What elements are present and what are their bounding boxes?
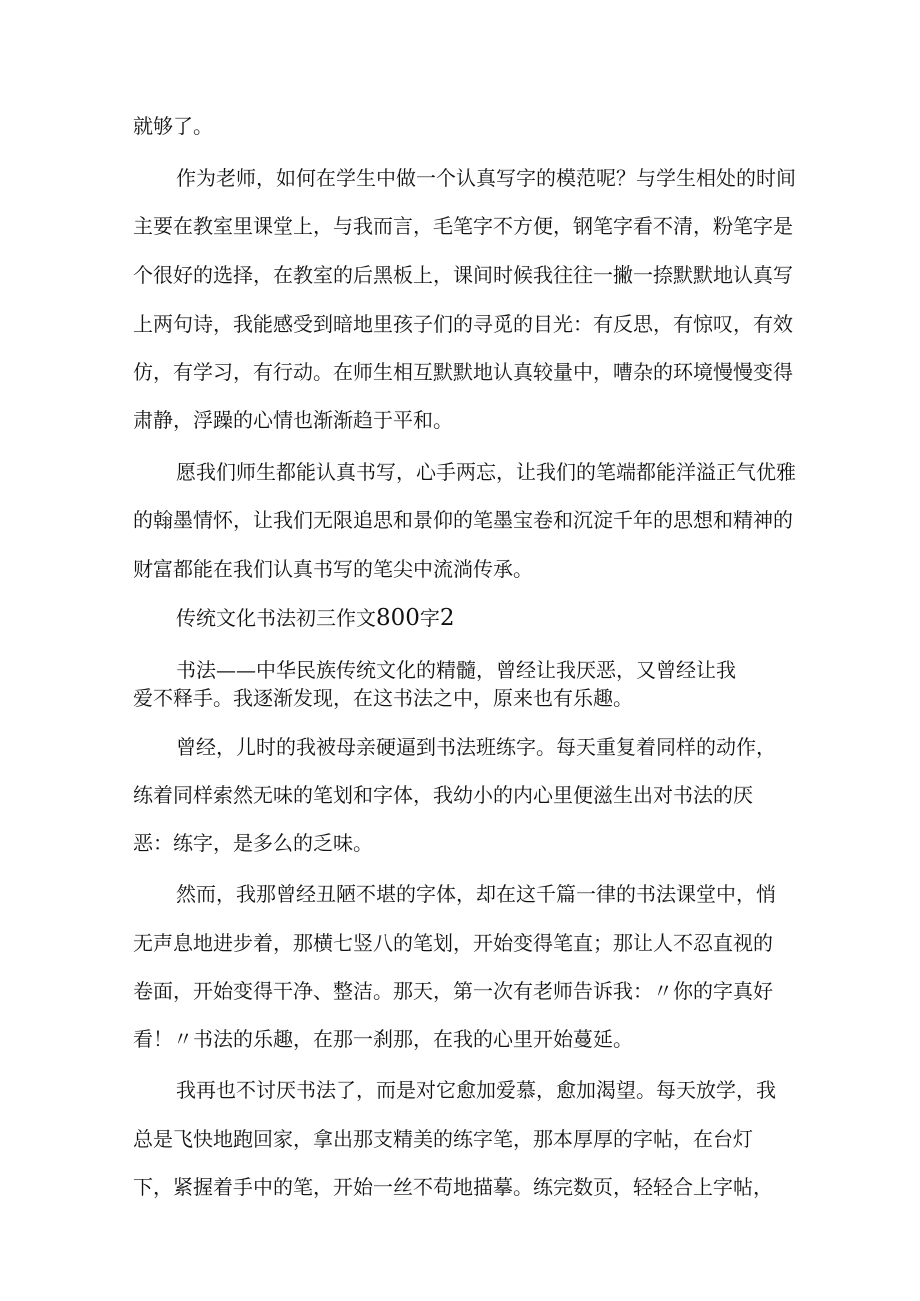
text-line: 仿，有学习，有行动。在师生相互默默地认真较量中，嘈杂的环境慢慢变得: [133, 360, 793, 384]
text-line: 下，紧握着手中的笔，开始一丝不苟地描摹。练完数页，轻轻合上字帖，: [133, 1175, 773, 1199]
text-line: 作为老师，如何在学生中做一个认真写字的模范呢？与学生相处的时间: [176, 166, 796, 190]
text-line: 恶：练字，是多么的乏味。: [133, 831, 373, 855]
text-line: 无声息地进步着，那横七竖八的笔划，开始变得笔直；那让人不忍直视的: [133, 931, 773, 955]
heading-text: 传统文化书法初三作文: [176, 606, 376, 630]
text-line: 愿我们师生都能认真书写，心手两忘，让我们的笔端都能洋溢正气优雅: [176, 460, 796, 484]
section-heading: [176, 604, 455, 632]
text-line: 我再也不讨厌书法了，而是对它愈加爱慕，愈加渴望。每天放学，我: [176, 1078, 776, 1102]
text-line: 曾经，儿时的我被母亲硬逼到书法班练字。每天重复着同样的动作，: [176, 735, 776, 759]
text-line: 书法——中华民族传统文化的精髓，曾经让我厌恶，又曾经让我: [176, 658, 736, 682]
heading-suffix: 字: [419, 606, 440, 630]
text-line: 爱不释手。我逐渐发现，在这书法之中，原来也有乐趣。: [133, 686, 633, 710]
text-line: 财富都能在我们认真书写的笔尖中流淌传承。: [133, 557, 533, 581]
heading-index: 2: [439, 605, 455, 631]
text-line: 上两句诗，我能感受到暗地里孩子们的寻觅的目光：有反思，有惊叹，有效: [133, 312, 793, 336]
text-line: 总是飞快地跑回家，拿出那支精美的练字笔，那本厚厚的字帖，在台灯: [133, 1127, 753, 1151]
text-line: 就够了。: [133, 114, 213, 138]
text-line: 的翰墨情怀，让我们无限追思和景仰的笔墨宝卷和沉淀千年的思想和精神的: [133, 508, 793, 532]
text-line: 练着同样索然无味的笔划和字体，我幼小的内心里便滋生出对书法的厌: [133, 783, 753, 807]
heading-number: 800: [376, 605, 420, 631]
text-line: 然而，我那曾经丑陋不堪的字体，却在这千篇一律的书法课堂中，悄: [176, 882, 776, 906]
text-line: 看！〃书法的乐趣，在那一刹那，在我的心里开始蔓延。: [133, 1027, 633, 1051]
text-line: 主要在教室里课堂上，与我而言，毛笔字不方便，钢笔字看不清，粉笔字是: [133, 214, 793, 238]
text-line: 个很好的选择，在教室的后黑板上，课间时候我往往一撇一捺默默地认真写: [133, 263, 793, 287]
text-line: 肃静，浮躁的心情也渐渐趋于平和。: [133, 408, 453, 432]
text-line: 卷面，开始变得干净、整洁。那天，第一次有老师告诉我：〃你的字真好: [133, 979, 773, 1003]
